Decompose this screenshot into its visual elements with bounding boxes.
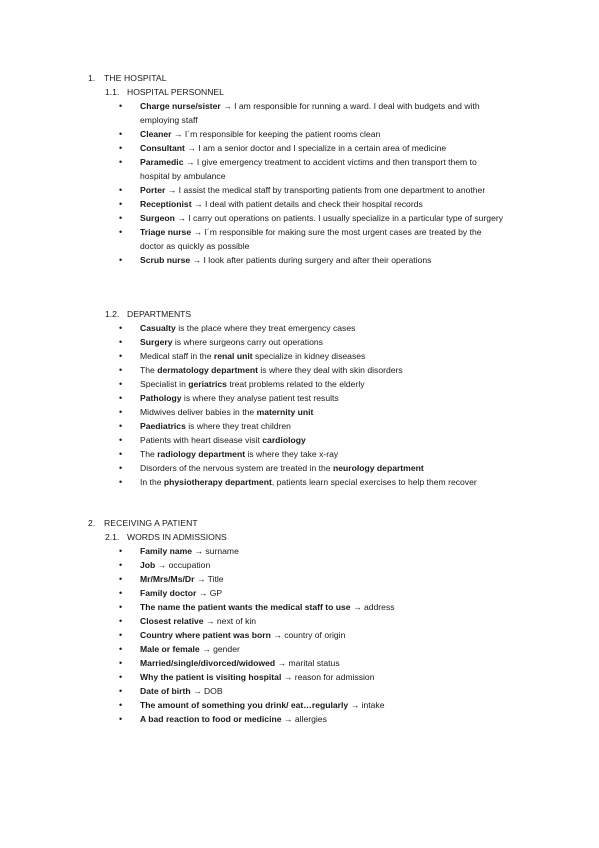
term-text: Paramedic [140, 157, 184, 167]
item-text: Specialist in [140, 379, 189, 389]
list-item [0, 712, 599, 726]
bullet-icon: • [119, 588, 123, 598]
list-item [0, 405, 599, 419]
list-item [0, 211, 599, 225]
bullet-icon: • [119, 630, 123, 640]
bullet-icon: • [119, 407, 123, 417]
bullet-icon: • [119, 616, 123, 626]
list-item [0, 349, 599, 363]
bullet-icon: • [119, 700, 123, 710]
item-text: specialize in kidney diseases [252, 351, 366, 361]
bullet-icon: • [119, 185, 123, 195]
bullet-icon: • [119, 714, 123, 724]
bullet-icon: • [119, 365, 123, 375]
item-text: → reason for admission [281, 672, 375, 682]
term-text: dermatology department [157, 365, 258, 375]
term-text: Receptionist [140, 199, 192, 209]
term-text: Scrub nurse [140, 255, 191, 265]
item-text: is where they take x-ray [245, 449, 339, 459]
item-text: → occupation [155, 560, 211, 570]
list-item [0, 225, 599, 253]
list-item [0, 419, 599, 433]
item-text: → I assist the medical staff by transporting patients from one department to another [165, 185, 486, 195]
list-item [0, 127, 599, 141]
term-text: maternity unit [256, 407, 314, 417]
bullet-icon: • [119, 213, 123, 223]
item-text: → marital status [275, 658, 340, 668]
item-text: → DOB [190, 686, 223, 696]
term-text: Cleaner [140, 129, 172, 139]
term-text: Mr/Mrs/Ms/Dr [140, 574, 195, 584]
item-text: Medical staff in the [140, 351, 214, 361]
term-text: cardiology [262, 435, 306, 445]
bullet-list [0, 99, 599, 267]
item-text: → I am responsible for running a ward. I deal with budgets and with employing staff [140, 101, 480, 125]
term-text: physiotherapy department [163, 477, 272, 487]
section-title: 1. THE HOSPITAL [88, 73, 167, 83]
bullet-icon: • [119, 129, 123, 139]
term-text: Consultant [140, 143, 185, 153]
list-item [0, 183, 599, 197]
list-item [0, 197, 599, 211]
bullet-icon: • [119, 393, 123, 403]
list-item [0, 684, 599, 698]
bullet-icon: • [119, 337, 123, 347]
list-item [0, 698, 599, 712]
item-text: → gender [199, 644, 240, 654]
subsection-title: 1.2. DEPARTMENTS [105, 309, 192, 319]
term-text: Closest relative [140, 616, 204, 626]
term-text: A bad reaction to food or medicine [140, 714, 282, 724]
list-item [0, 141, 599, 155]
bullet-list [0, 544, 599, 726]
item-text: → I look after patients during surgery and after their operations [190, 255, 432, 265]
item-text: Midwives deliver babies in the [140, 407, 257, 417]
item-text: → Title [194, 574, 224, 584]
list-item [0, 447, 599, 461]
item-text: The [140, 449, 158, 459]
item-text: → I´m responsible for keeping the patient rooms clean [171, 129, 381, 139]
item-text: , patients learn special exercises to help them recover [271, 477, 477, 487]
term-text: Casualty [140, 323, 176, 333]
bullet-icon: • [119, 227, 123, 237]
bullet-icon: • [119, 686, 123, 696]
term-text: radiology department [157, 449, 246, 459]
list-item [0, 558, 599, 572]
term-text: renal unit [213, 351, 253, 361]
item-text: Patients with heart disease visit [140, 435, 263, 445]
bullet-icon: • [119, 379, 123, 389]
item-text: → I am a senior doctor and I specialize in a certain area of medicine [184, 143, 447, 153]
term-text: The name the patient wants the medical staff to use [140, 602, 351, 612]
bullet-icon: • [119, 602, 123, 612]
term-text: Family doctor [140, 588, 197, 598]
item-text: → surname [192, 546, 239, 556]
list-item [0, 155, 599, 183]
list-item [0, 253, 599, 267]
list-item [0, 628, 599, 642]
bullet-icon: • [119, 101, 123, 111]
term-text: Job [140, 560, 156, 570]
list-item [0, 544, 599, 558]
list-item [0, 99, 599, 127]
bullet-icon: • [119, 199, 123, 209]
item-text: → allergies [281, 714, 327, 724]
bullet-icon: • [119, 449, 123, 459]
item-text: → country of origin [270, 630, 346, 640]
subsection-title: 1.1. HOSPITAL PERSONNEL [105, 87, 224, 97]
item-text: → address [350, 602, 395, 612]
item-text: Disorders of the nervous system are treated in the [140, 463, 333, 473]
bullet-icon: • [119, 255, 123, 265]
bullet-icon: • [119, 644, 123, 654]
list-item [0, 614, 599, 628]
bullet-icon: • [119, 323, 123, 333]
bullet-icon: • [119, 157, 123, 167]
list-item [0, 461, 599, 475]
list-item [0, 600, 599, 614]
term-text: geriatrics [188, 379, 227, 389]
list-item [0, 363, 599, 377]
term-text: Male or female [140, 644, 200, 654]
section-title: 2. RECEIVING A PATIENT [88, 518, 198, 528]
term-text: Charge nurse/sister [140, 101, 221, 111]
item-text: is where surgeons carry out operations [172, 337, 323, 347]
item-text: → I carry out operations on patients. I usually specialize in a particular type of surgery [174, 213, 504, 223]
term-text: Triage nurse [140, 227, 192, 237]
item-text: → I give emergency treatment to accident victims and then transport them to hospital by ambulance [140, 157, 477, 181]
term-text: Surgeon [140, 213, 175, 223]
subsection-title: 2.1. WORDS IN ADMISSIONS [105, 532, 227, 542]
list-item [0, 335, 599, 349]
bullet-icon: • [119, 435, 123, 445]
list-item [0, 475, 599, 489]
bullet-icon: • [119, 463, 123, 473]
list-item [0, 642, 599, 656]
list-item [0, 377, 599, 391]
bullet-list [0, 321, 599, 489]
term-text: Family name [140, 546, 193, 556]
item-text: → I deal with patient details and check their hospital records [191, 199, 423, 209]
item-text: → intake [348, 700, 385, 710]
item-text: is where they treat children [185, 421, 291, 431]
term-text: Married/single/divorced/widowed [140, 658, 276, 668]
list-item [0, 586, 599, 600]
item-text: The [140, 365, 158, 375]
item-text: is the place where they treat emergency cases [175, 323, 356, 333]
term-text: Country where patient was born [140, 630, 271, 640]
list-item [0, 391, 599, 405]
item-text: In the [140, 477, 164, 487]
bullet-icon: • [119, 351, 123, 361]
list-item [0, 656, 599, 670]
bullet-icon: • [119, 574, 123, 584]
list-item [0, 321, 599, 335]
list-item [0, 433, 599, 447]
bullet-icon: • [119, 546, 123, 556]
item-text: → GP [196, 588, 223, 598]
term-text: neurology department [332, 463, 424, 473]
list-item [0, 670, 599, 684]
item-text: → I´m responsible for making sure the most urgent cases are treated by the doctor as quickly as possible [140, 227, 482, 251]
term-text: The amount of something you drink/ eat…regularly [140, 700, 349, 710]
term-text: Surgery [140, 337, 173, 347]
term-text: Why the patient is visiting hospital [140, 672, 282, 682]
bullet-icon: • [119, 672, 123, 682]
term-text: Pathology [140, 393, 182, 403]
term-text: Paediatrics [140, 421, 186, 431]
bullet-icon: • [119, 143, 123, 153]
item-text: → next of kin [203, 616, 257, 626]
item-text: is where they deal with skin disorders [257, 365, 403, 375]
bullet-icon: • [119, 477, 123, 487]
term-text: Date of birth [140, 686, 191, 696]
bullet-icon: • [119, 658, 123, 668]
item-text: is where they analyse patient test results [181, 393, 339, 403]
bullet-icon: • [119, 421, 123, 431]
bullet-icon: • [119, 560, 123, 570]
list-item [0, 572, 599, 586]
term-text: Porter [140, 185, 166, 195]
item-text: treat problems related to the elderly [226, 379, 365, 389]
